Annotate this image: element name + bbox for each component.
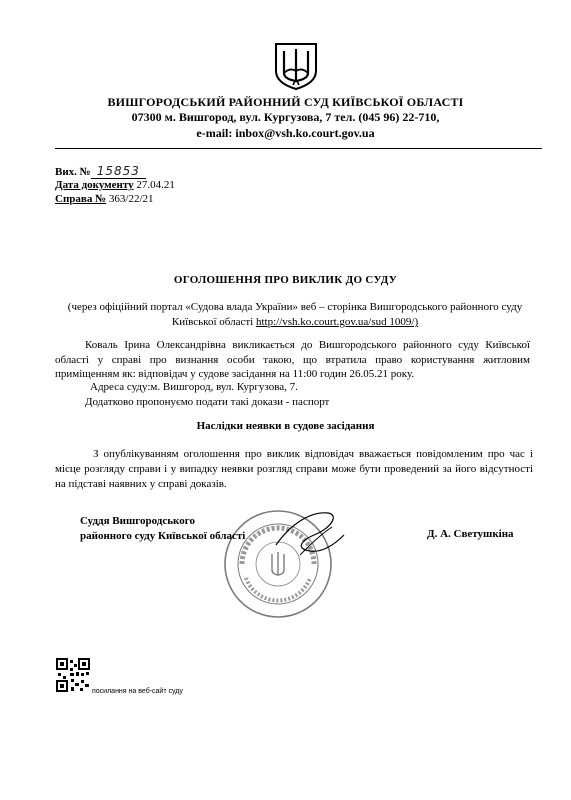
case-number-row: [55, 193, 154, 205]
trident-emblem-icon: [272, 41, 320, 91]
judge-name: Д. А. Светушкіна: [427, 528, 514, 540]
document-date-row: [55, 179, 175, 191]
outgoing-number-row: [55, 164, 146, 178]
notice-title: ОГОЛОШЕННЯ ПРО ВИКЛИК ДО СУДУ: [173, 274, 398, 286]
judge-handwritten-signature: [270, 505, 350, 565]
portal-note: [60, 300, 530, 330]
header-divider: [55, 148, 542, 149]
court-website-link[interactable]: http://vsh.ko.court.gov.ua/sud 1009/): [255, 316, 419, 328]
court-address: 07300 м. Вишгород, вул. Кургузова, 7 тел. (045 96) 22-710,: [131, 110, 440, 124]
qr-code-icon[interactable]: [56, 658, 90, 692]
outgoing-label: Вих. №: [55, 166, 91, 178]
consequences-title: Наслідки неявки в судове засідання: [196, 420, 375, 432]
portal-note-text: (через офіційний портал «Судова влада України» веб – сторінка Вишгородського районного суду Київської області: [67, 301, 523, 328]
judge-title-line1: Суддя Вишгородського: [80, 515, 195, 527]
court-address-line: Адреса суду:м. Вишгород, вул. Кургузова, 7.: [90, 381, 298, 393]
judge-title-line2: районного суду Київської області: [80, 530, 246, 542]
court-email: e-mail: inbox@vsh.ko.court.gov.ua: [196, 126, 375, 140]
evidence-line: Додатково пропонуємо подати такі докази - паспорт: [85, 396, 330, 408]
case-label: Справа №: [55, 193, 107, 205]
consequences-text: З опублікуванням оголошення про виклик відповідач вважається повідомленим про час і місце розгляду справи і у випадку неявки розгляд справи може бути проведений за його відсутності на підставі наявних у справі доказів.: [55, 448, 533, 490]
judge-title: [80, 514, 245, 544]
outgoing-number: 15853: [91, 164, 146, 179]
summons-text: Коваль Ірина Олександрівна викликається до Вишгородського районного суду Київської області у справі про визнання особи такою, що втратила право користування житловим приміщенням як: відповідач у судове засідання на 11:00 годин 26.05.21 року.: [55, 339, 530, 380]
case-value: 363/22/21: [108, 193, 154, 205]
court-name: ВИШГОРОДСЬКИЙ РАЙОННИЙ СУД КИЇВСЬКОЇ ОБЛАСТІ: [107, 95, 464, 109]
qr-code-label: посилання на веб-сайт суду: [92, 688, 183, 695]
date-value: 27.04.21: [136, 179, 175, 191]
date-label: Дата документу: [55, 179, 134, 191]
